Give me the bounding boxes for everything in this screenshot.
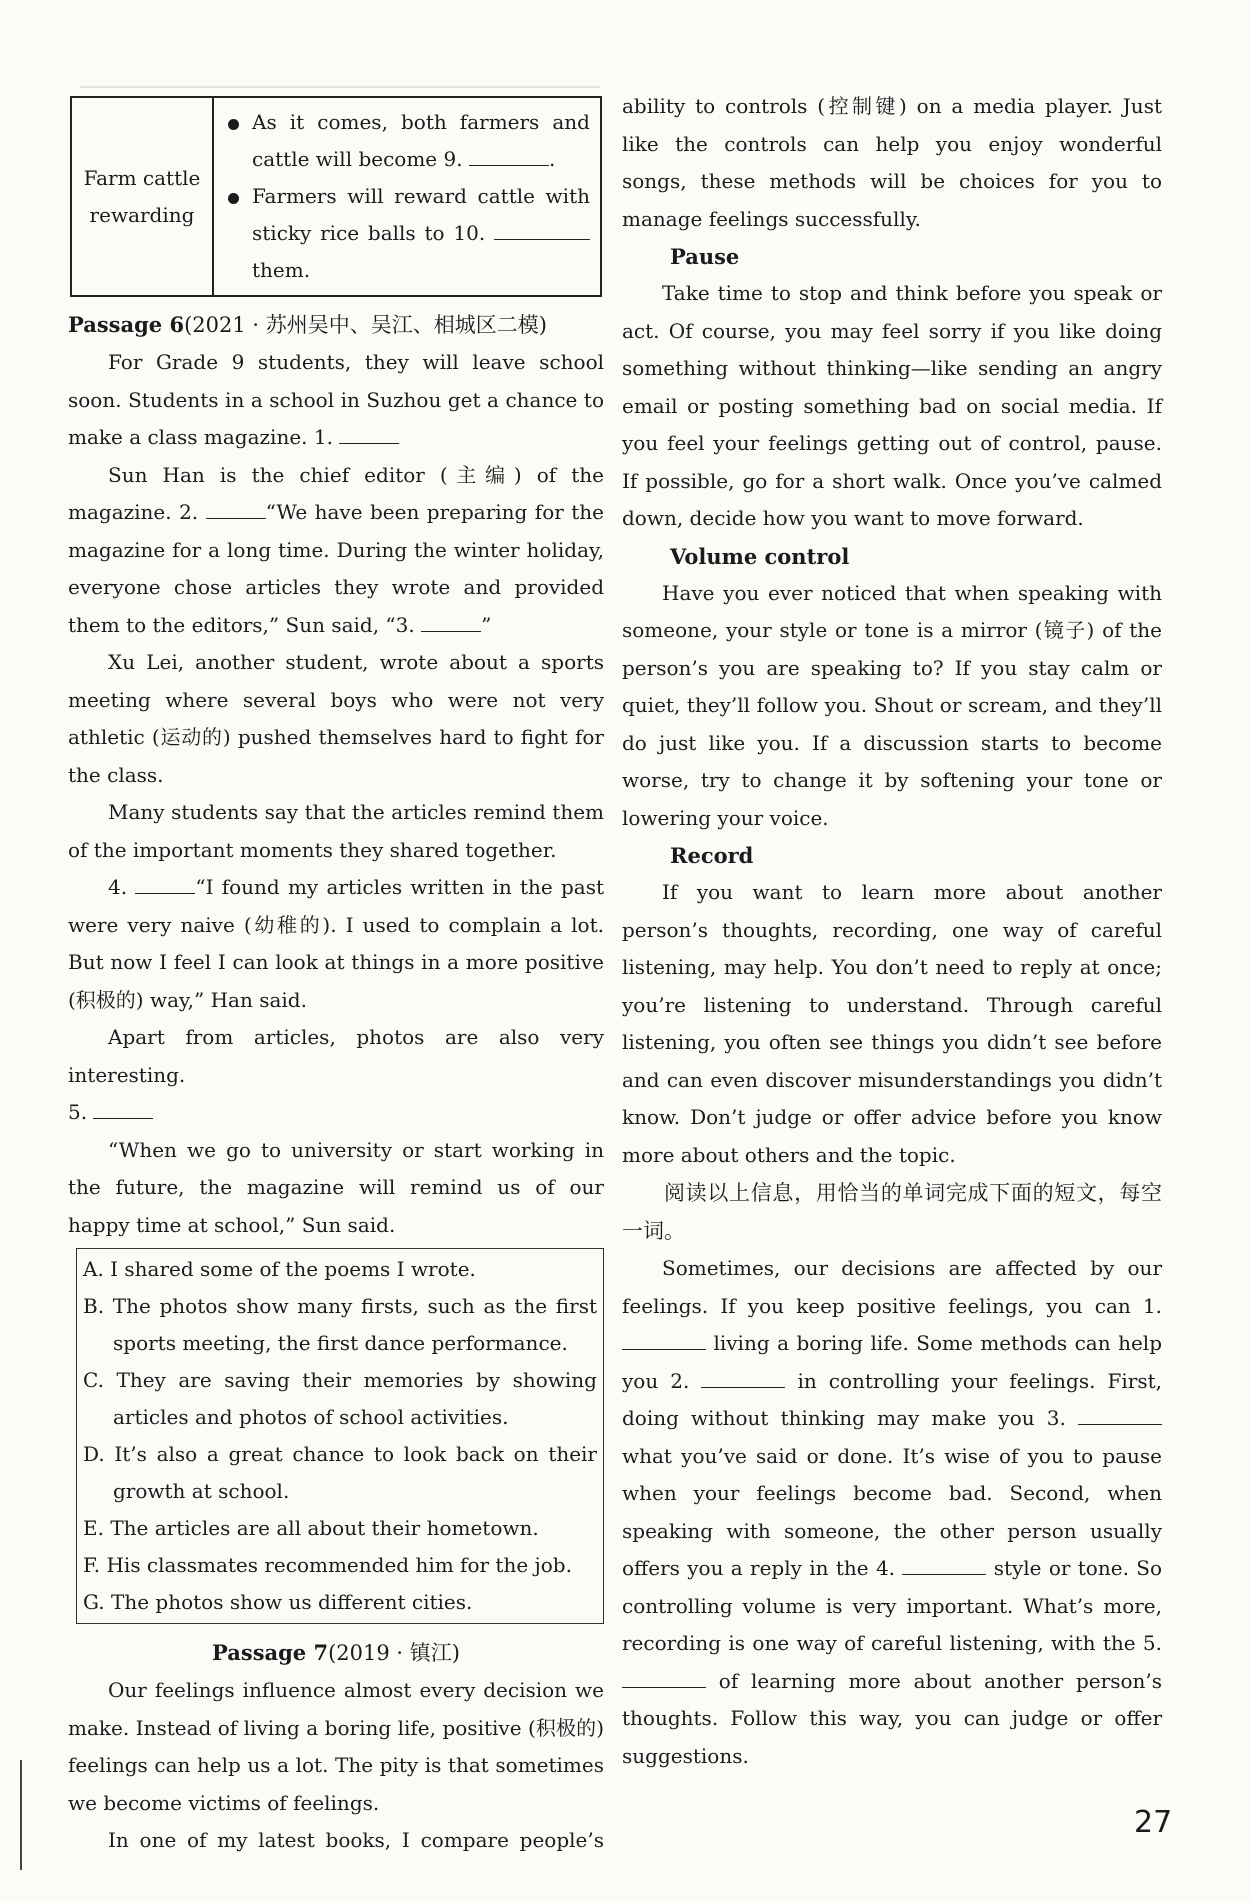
faded-header-line [80, 86, 600, 88]
bullet-item-9 [224, 104, 590, 178]
p6-para-5 [68, 869, 604, 1019]
p6-para-2b: “We have been preparing for the magazine for a long time. During the winter holiday, everyone chose articles they wrote and provided them to the editors,” Sun said, “3. [68, 500, 605, 637]
p7-para-1: Our feelings influence almost every decision we make. Instead of living a boring life, positive (积极的) feelings can help us a lot. The pity is that sometimes we become victims of feelings. [68, 1678, 604, 1815]
p6-para-4: Many students say that the articles remind them of the important moments they shared together. [68, 800, 604, 862]
bullet-item-10 [224, 178, 590, 289]
bullet-text-10: Farmers will reward cattle with sticky rice balls to 10. [252, 184, 590, 245]
option-a[interactable]: A. I shared some of the poems I wrote. [83, 1257, 476, 1281]
pause-para: Take time to stop and think before you speak or act. Of course, you may feel sorry if you like doing something without thinking—like sending an angry email or posting something bad on social media. If you feel your feelings getting out of control, pause. If possible, go for a short walk. Once you’ve calmed down, decide how you want to move forward. [622, 281, 1162, 530]
p6-para-5b: “I found my articles written in the past were very naive (幼稚的). I used to complain a lot. But now I feel I can look at things in a more positive (积极的) way,” Han said. [68, 875, 604, 1012]
blank-10[interactable] [494, 219, 590, 240]
p6-para-7-text: 5. [68, 1100, 88, 1124]
bullet-end-10: them. [252, 258, 311, 282]
p6-para-6: Apart from articles, photos are also very interesting. [68, 1025, 604, 1087]
p6-para-1-text: For Grade 9 students, they will leave school soon. Students in a school in Suzhou get a chance to make a class magazine. 1. [68, 350, 604, 449]
record-para: If you want to learn more about another person’s thoughts, recording, one way of careful listening, may help. You don’t need to reply at once; you’re listening to understand. Through careful listening, you often see things you didn’t see before and can even discover misunderstandings you didn’t know. Don’t judge or offer advice before you know more about others and the topic. [622, 880, 1162, 1167]
summary-s1: living a boring life. Some methods can help you 2. [622, 1331, 1162, 1393]
bullet-end-9: . [548, 147, 556, 171]
passage7-source: (2019 · 镇江) [328, 1641, 460, 1665]
record-heading: Record [670, 843, 754, 868]
summary-blank-1[interactable] [622, 1329, 706, 1350]
blank-3[interactable] [421, 611, 481, 632]
instruction: 阅读以上信息，用恰当的单词完成下面的短文，每空一词。 [622, 1181, 1162, 1243]
volume-heading: Volume control [670, 543, 850, 569]
blank-9[interactable] [469, 145, 549, 166]
summary-blank-4[interactable] [902, 1554, 986, 1575]
right-column [622, 88, 1162, 1775]
summary-s5: of learning more about another person’s thoughts. Follow this way, you can judge or offer suggestions. [622, 1668, 1163, 1768]
p7-para-2-overflow: ability to controls (控制键) on a media player. Just like the controls can help you enjoy wonderful songs, these methods will be choices for you to manage feelings successfully. [622, 94, 1162, 231]
farm-cattle-table [70, 96, 602, 297]
passage6-source: (2021 · 苏州吴中、吴江、相城区二模) [184, 313, 547, 337]
p7-para-2-cont [622, 88, 1162, 238]
option-c[interactable]: C. They are saving their memories by showing articles and photos of school activities. [83, 1368, 597, 1429]
summary-s4: style or tone. So controlling volume is very important. What’s more, recording is one way of careful listening, with the 5. [622, 1556, 1162, 1655]
table-label: Farm cattle rewarding [83, 165, 201, 227]
pause-heading: Pause [670, 244, 740, 269]
options-box [76, 1248, 604, 1624]
page-number: 27 [1134, 1805, 1173, 1840]
blank-4[interactable] [135, 873, 195, 894]
left-column [68, 306, 604, 1859]
summary-blank-3[interactable] [1078, 1404, 1162, 1425]
blank-2[interactable] [206, 498, 266, 519]
summary-blank-5[interactable] [622, 1667, 706, 1688]
p6-para-2 [68, 457, 604, 645]
volume-para: Have you ever noticed that when speaking with someone, your style or tone is a mirror (镜子) of the person’s you are speaking to? If you stay calm or quiet, they’ll follow you. Shout or scream, and they’ll do just like you. If a discussion starts to become worse, try to change it by softening your tone or lowering your voice. [622, 580, 1162, 830]
option-d[interactable]: D. It’s also a great chance to look back on their growth at school. [83, 1442, 597, 1503]
p6-para-5a: 4. [108, 875, 128, 899]
page-edge-line [20, 1760, 22, 1870]
bullet-text-9: As it comes, both farmers and cattle will become 9. [252, 110, 590, 171]
passage6-title: Passage 6 [68, 312, 185, 337]
summary-para [622, 1250, 1162, 1775]
passage7-heading [68, 1634, 604, 1672]
p6-para-3: Xu Lei, another student, wrote about a sports meeting where several boys who were not very athletic (运动的) pushed themselves hard to fight for the class. [68, 650, 604, 787]
option-b[interactable]: B. The photos show many firsts, such as the first sports meeting, the first dance performance. [83, 1294, 597, 1355]
p7-para-2: In one of my latest books, I compare people’s [108, 1828, 604, 1852]
p6-para-7 [68, 1094, 604, 1132]
passage6-heading [68, 306, 604, 344]
blank-1[interactable] [339, 423, 399, 444]
summary-s0: Sometimes, our decisions are affected by our feelings. If you keep positive feelings, you can 1. [622, 1256, 1162, 1318]
option-e[interactable]: E. The articles are all about their hometown. [83, 1516, 539, 1540]
summary-s3: what you’ve said or done. It’s wise of you to pause when your feelings become bad. Second, when speaking with someone, the other person usually offers you a reply in the 4. [622, 1443, 1162, 1580]
summary-blank-2[interactable] [701, 1367, 785, 1388]
p6-para-8: “When we go to university or start working in the future, the magazine will remind us of our happy time at school,” Sun said. [68, 1137, 604, 1237]
p6-para-1 [68, 344, 604, 457]
passage7-title: Passage 7 [212, 1640, 329, 1665]
p6-para-2c: ” [481, 612, 492, 637]
option-f[interactable]: F. His classmates recommended him for the job. [83, 1553, 572, 1577]
p6-para-2a: Sun Han is the chief editor (主编) of the magazine. 2. [68, 462, 604, 524]
table-label-cell [71, 97, 213, 296]
table-content-cell [213, 97, 601, 296]
option-g[interactable]: G. The photos show us different cities. [83, 1590, 473, 1614]
blank-5[interactable] [93, 1098, 153, 1119]
summary-s2: in controlling your feelings. First, doing without thinking may make you 3. [622, 1368, 1162, 1430]
